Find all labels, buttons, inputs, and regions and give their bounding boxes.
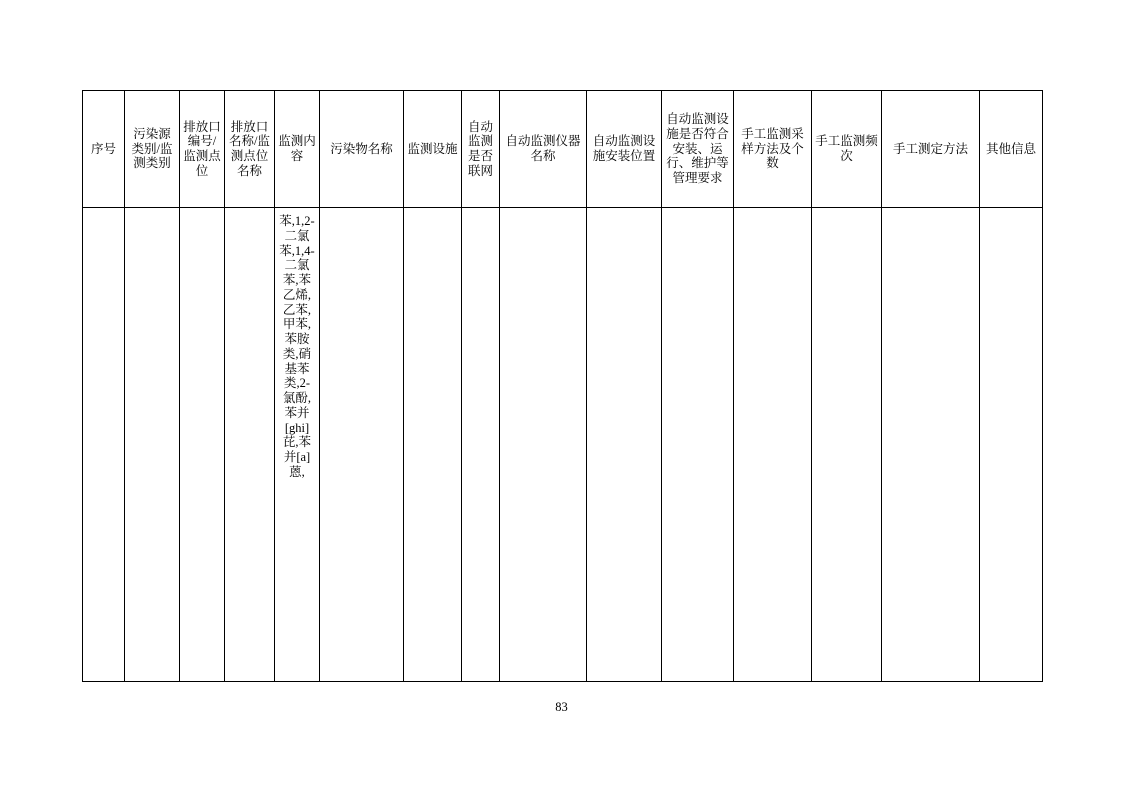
column-header-manual-frequency: 手工监测频次 bbox=[812, 91, 882, 208]
column-header-auto-networked: 自动监测是否联网 bbox=[462, 91, 500, 208]
column-header-auto-compliance: 自动监测设施是否符合安装、运行、维护等管理要求 bbox=[662, 91, 734, 208]
column-header-index: 序号 bbox=[83, 91, 125, 208]
table-body bbox=[83, 208, 1043, 682]
cell-manual-measure-method bbox=[882, 208, 980, 682]
cell-auto-compliance bbox=[662, 208, 734, 682]
column-header-auto-instrument-name: 自动监测仪器名称 bbox=[500, 91, 587, 208]
cell-outlet-name bbox=[225, 208, 275, 682]
cell-manual-sampling-method bbox=[734, 208, 812, 682]
cell-source-category bbox=[125, 208, 180, 682]
cell-other-info bbox=[980, 208, 1043, 682]
cell-pollutant-name bbox=[320, 208, 404, 682]
cell-outlet-code bbox=[180, 208, 225, 682]
column-header-outlet-code: 排放口编号/监测点位 bbox=[180, 91, 225, 208]
table-row bbox=[83, 208, 1043, 682]
monitoring-table bbox=[82, 90, 1043, 682]
column-header-monitoring-facility: 监测设施 bbox=[404, 91, 462, 208]
column-header-auto-install-location: 自动监测设施安装位置 bbox=[587, 91, 662, 208]
column-header-outlet-name: 排放口名称/监测点位名称 bbox=[225, 91, 275, 208]
monitoring-table-container bbox=[82, 90, 1042, 682]
column-header-pollutant-name: 污染物名称 bbox=[320, 91, 404, 208]
page-number: 83 bbox=[555, 700, 568, 714]
cell-manual-frequency bbox=[812, 208, 882, 682]
column-header-manual-measure-method: 手工测定方法 bbox=[882, 91, 980, 208]
cell-auto-networked bbox=[462, 208, 500, 682]
cell-monitoring-facility bbox=[404, 208, 462, 682]
cell-auto-install-location bbox=[587, 208, 662, 682]
cell-monitoring-content: 苯,1,2-二氯苯,1,4-二氯苯,苯乙烯,乙苯,甲苯,苯胺类,硝基苯类,2-氯酚,苯并[ghi]芘,苯并[a]蒽, bbox=[275, 208, 320, 682]
column-header-monitoring-content: 监测内容 bbox=[275, 91, 320, 208]
column-header-manual-sampling-method: 手工监测采样方法及个数 bbox=[734, 91, 812, 208]
cell-index bbox=[83, 208, 125, 682]
cell-auto-instrument-name bbox=[500, 208, 587, 682]
table-header-row bbox=[83, 91, 1043, 208]
column-header-other-info: 其他信息 bbox=[980, 91, 1043, 208]
column-header-source-category: 污染源类别/监测类别 bbox=[125, 91, 180, 208]
